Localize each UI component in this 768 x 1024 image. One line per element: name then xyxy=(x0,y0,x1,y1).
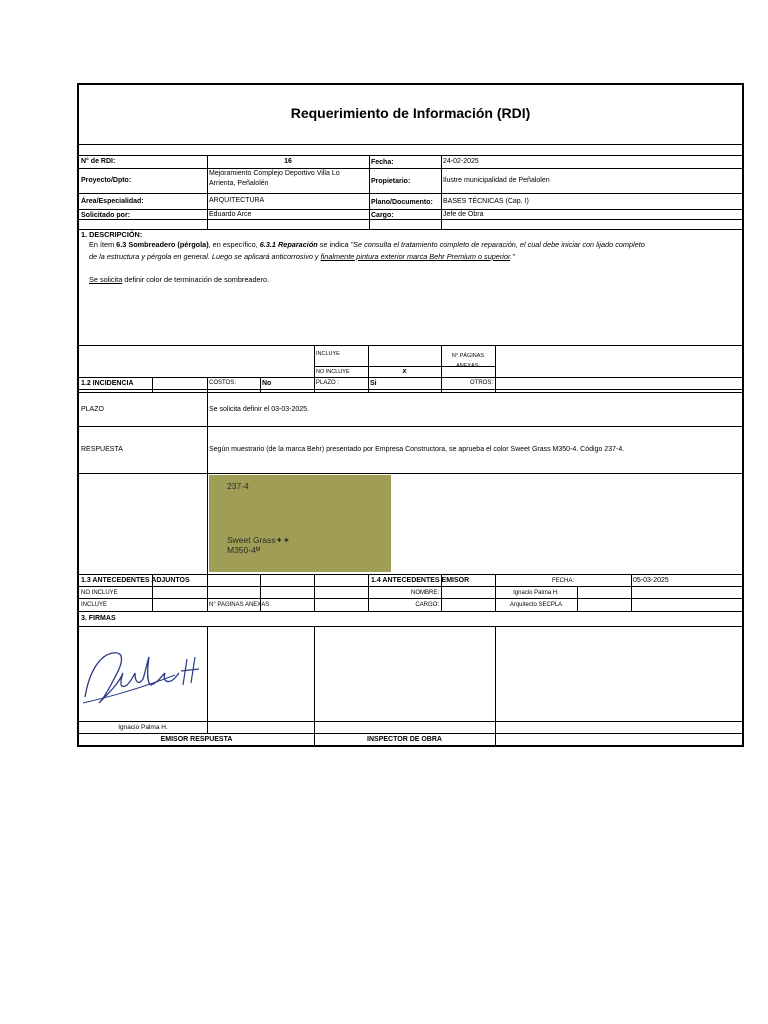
plano-value: BASES TÉCNICAS (Cap. I) xyxy=(443,198,529,205)
nombre-label: NOMBRE: xyxy=(410,590,439,596)
no-incluye-mark: x xyxy=(402,368,407,375)
plazo-incidencia-value: Si xyxy=(370,380,377,387)
fecha-value: 24-02-2025 xyxy=(443,158,479,165)
adjuntos-incluye: INCLUYE xyxy=(81,602,108,608)
otros-label: OTROS: xyxy=(469,380,493,386)
plano-label: Plano/Documento: xyxy=(371,199,433,206)
plazo-label: PLAZO xyxy=(81,406,104,413)
cargo-emisor-value: Arquitecto SECPLA xyxy=(509,602,563,608)
proyecto-label: Proyecto/Dpto: xyxy=(81,177,132,184)
costos-label: COSTOS: xyxy=(209,380,236,386)
proyecto-value-1: Mejoramiento Complejo Deportivo Villa Lo xyxy=(209,170,340,177)
respuesta-label: RESPUESTA xyxy=(81,446,123,453)
document-title: Requerimiento de Información (RDI) xyxy=(290,105,531,121)
emisor-heading: 1.4 ANTECEDENTES EMISOR xyxy=(371,577,470,584)
rdi-document xyxy=(77,83,744,747)
descripcion-line-1: En ítem 6.3 Sombreadero (pérgola), en específico, 6.3.1 Reparación se indica "Se consulta el tratamiento completo de reparación, el cual debe iniciar con lijado completo xyxy=(89,240,645,249)
emisor-fecha-label: FECHA: xyxy=(551,578,574,584)
adjuntos-paginas: N° PAGINAS ANEXAS xyxy=(209,602,270,608)
signer-name: Ignacio Palma H. xyxy=(118,724,168,731)
respuesta-value: Según muestrario (de la marca Behr) presentado por Empresa Constructora, se aprueba el color Sweet Grass M350-4. Código 237-4. xyxy=(209,446,625,453)
fecha-label: Fecha: xyxy=(371,159,394,166)
cargo-value: Jefe de Obra xyxy=(443,211,484,218)
costos-value: No xyxy=(262,380,272,387)
emisor-fecha-value: 05-03-2025 xyxy=(633,577,669,584)
area-label: Área/Especialidad: xyxy=(81,198,144,205)
swatch-name: Sweet Grass✦✶ xyxy=(227,535,290,545)
descripcion-line-2: de la estructura y pérgola en general. Luego se aplicará anticorrosivo y finalmente pintura exterior marca Behr Premium o superior." xyxy=(89,252,515,261)
swatch-ref: M350-4ᴹ xyxy=(227,545,261,555)
descripcion-heading: 1. DESCRIPCIÓN: xyxy=(81,230,143,239)
propietario-value: Ilustre municipalidad de Peñalolen xyxy=(443,177,550,184)
paginas-label-1: N° PÁGINAS xyxy=(451,353,485,359)
nombre-value: Ignacio Palma H. xyxy=(513,590,559,596)
adjuntos-no-incluye: NO INCLUYE xyxy=(81,590,118,596)
cargo-label: Cargo: xyxy=(371,212,394,219)
incidencia-heading: 1.2 INCIDENCIA xyxy=(81,380,134,387)
firmas-heading: 3. FIRMAS xyxy=(81,615,116,622)
no-incluye-label: NO INCLUYE xyxy=(316,369,350,375)
solicitado-value: Eduardo Arce xyxy=(209,211,252,218)
rdi-value: 16 xyxy=(284,158,292,165)
descripcion-section xyxy=(81,230,741,286)
handwritten-signature xyxy=(79,633,207,713)
solicitado-label: Solicitado por: xyxy=(81,212,130,219)
proyecto-value-2: Arrienta, Peñalolén xyxy=(209,180,269,187)
swatch-code: 237-4 xyxy=(227,481,249,491)
cargo-emisor-label: CARGO: xyxy=(415,602,439,608)
emisor-respuesta-label: EMISOR RESPUESTA xyxy=(160,736,233,743)
propietario-label: Propietario: xyxy=(371,178,411,185)
descripcion-line-3: Se solicita definir color de terminación de sombreadero. xyxy=(89,275,270,284)
plazo-value: Se solicita definir el 03-03-2025. xyxy=(209,406,310,413)
adjuntos-heading: 1.3 ANTECEDENTES ADJUNTOS xyxy=(81,577,190,584)
color-swatch xyxy=(209,475,391,572)
paginas-label-2: ANEXAS: xyxy=(456,363,480,369)
rdi-label: N° de RDI: xyxy=(81,158,116,165)
incluye-label: INCLUYE xyxy=(316,351,340,357)
plazo-incidencia-label: PLAZO : xyxy=(316,380,340,386)
inspector-obra-label: INSPECTOR DE OBRA xyxy=(367,736,442,743)
area-value: ARQUITECTURA xyxy=(209,197,265,204)
